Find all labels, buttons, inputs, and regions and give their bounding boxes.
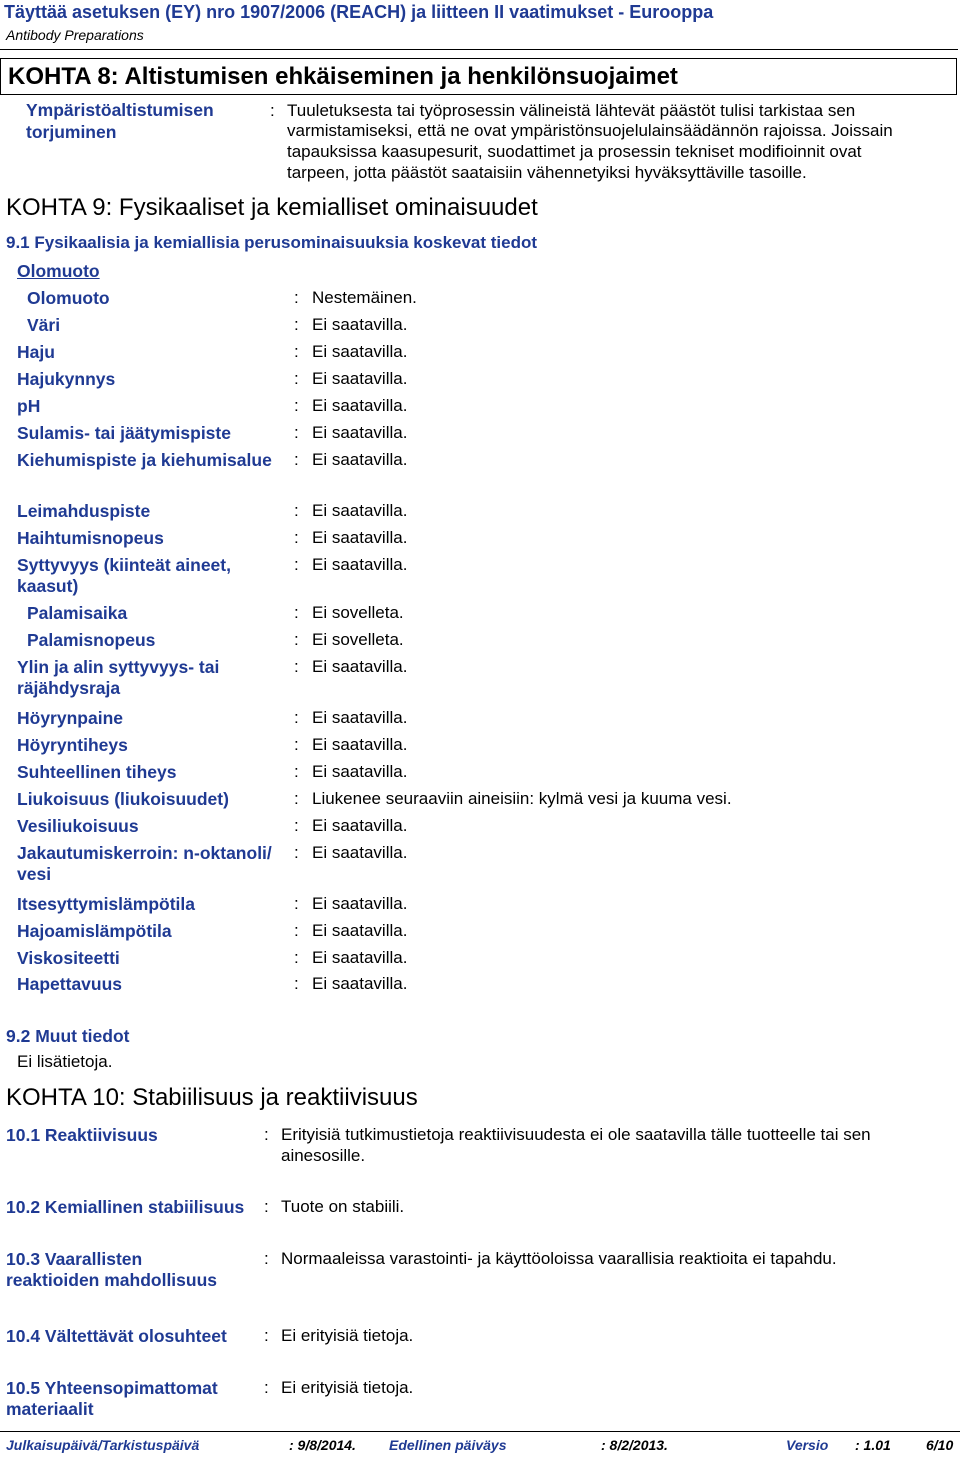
prop-value: Ei saatavilla. — [312, 762, 408, 781]
stability-colon: : — [264, 1197, 269, 1216]
prop-value: Ei saatavilla. — [312, 816, 408, 835]
prop-colon: : — [294, 315, 299, 334]
prop-colon: : — [294, 894, 299, 913]
reactivity-label: 10.1 Reaktiivisuus — [6, 1125, 158, 1145]
footer-issue-label: Julkaisupäivä/Tarkistuspäivä — [6, 1437, 200, 1453]
prop-colon: : — [294, 288, 299, 307]
section8-title: KOHTA 8: Altistumisen ehkäiseminen ja henkilönsuojaimet — [8, 63, 678, 90]
prop-label: Hapettavuus — [17, 974, 123, 994]
prop-colon: : — [294, 555, 299, 574]
env-exposure-text-3: tapauksissa kaasupesurit, suodattimet ja prosessin tekniset modifioinnit ovat — [287, 142, 862, 161]
prop-value: Liukenee seuraaviin aineisiin: kylmä vesi ja kuuma vesi. — [312, 789, 732, 808]
section10-title: KOHTA 10: Stabiilisuus ja reaktiivisuus — [6, 1084, 418, 1111]
prop-value: Ei saatavilla. — [312, 369, 408, 388]
prop-colon: : — [294, 396, 299, 415]
footer-issue-value: : 9/8/2014. — [289, 1437, 356, 1453]
prop-label: Haju — [17, 342, 55, 362]
prop-colon: : — [294, 789, 299, 808]
prop-colon: : — [294, 423, 299, 442]
reactivity-colon: : — [264, 1125, 269, 1144]
section9-title: KOHTA 9: Fysikaaliset ja kemialliset ominaisuudet — [6, 194, 538, 221]
prop-value: Ei sovelleta. — [312, 603, 404, 622]
prop-value: Ei saatavilla. — [312, 501, 408, 520]
olomuoto-heading: Olomuoto — [17, 261, 100, 281]
prop-label-cont: kaasut) — [17, 576, 79, 596]
prop-colon: : — [294, 843, 299, 862]
conditions-label: 10.4 Vältettävät olosuhteet — [6, 1326, 227, 1346]
prop-colon: : — [294, 816, 299, 835]
prop-label: Leimahduspiste — [17, 501, 151, 521]
env-exposure-colon: : — [270, 101, 275, 120]
stability-label: 10.2 Kemiallinen stabiilisuus — [6, 1197, 245, 1217]
prop-label: Väri — [27, 315, 61, 335]
prop-label: pH — [17, 396, 41, 416]
product-name: Antibody Preparations — [6, 27, 144, 43]
prop-value: Ei sovelleta. — [312, 630, 404, 649]
prop-value: Ei saatavilla. — [312, 657, 408, 676]
conditions-colon: : — [264, 1326, 269, 1345]
hazardous-reactions-value: Normaaleissa varastointi- ja käyttöoloissa vaarallisia reaktioita ei tapahdu. — [281, 1249, 837, 1268]
prop-label: Syttyvyys (kiinteät aineet, — [17, 555, 231, 575]
footer-version-value: : 1.01 — [855, 1437, 891, 1453]
hazardous-reactions-label-cont: reaktioiden mahdollisuus — [6, 1270, 218, 1290]
prop-colon: : — [294, 948, 299, 967]
incompatible-value: Ei erityisiä tietoja. — [281, 1378, 414, 1397]
prop-colon: : — [294, 762, 299, 781]
footer-prev-label: Edellinen päiväys — [389, 1437, 507, 1453]
env-exposure-label-1: Ympäristöaltistumisen — [26, 100, 214, 120]
incompatible-label: 10.5 Yhteensopimattomat — [6, 1378, 218, 1398]
prop-label: Höyrynpaine — [17, 708, 123, 728]
prop-label: Viskositeetti — [17, 948, 120, 968]
prop-value: Ei saatavilla. — [312, 315, 408, 334]
prop-colon: : — [294, 630, 299, 649]
incompatible-label-cont: materiaalit — [6, 1399, 94, 1419]
prop-colon: : — [294, 974, 299, 993]
prop-label: Palamisaika — [27, 603, 128, 623]
prop-label: Hajoamislämpötila — [17, 921, 172, 941]
prop-colon: : — [294, 369, 299, 388]
prop-colon: : — [294, 708, 299, 727]
prop-label: Vesiliukoisuus — [17, 816, 139, 836]
prop-label: Suhteellinen tiheys — [17, 762, 177, 782]
prop-label: Höyryntiheys — [17, 735, 128, 755]
document-title: Täyttää asetuksen (EY) nro 1907/2006 (REACH) ja liitteen II vaatimukset - Eurooppa — [4, 2, 714, 22]
prop-label: Jakautumiskerroin: n-oktanoli/ — [17, 843, 272, 863]
prop-label: Itsesyttymislämpötila — [17, 894, 195, 914]
stability-value: Tuote on stabiili. — [281, 1197, 405, 1216]
footer-divider — [0, 1431, 960, 1432]
env-exposure-label-2: torjuminen — [26, 122, 117, 142]
prop-label: Haihtumisnopeus — [17, 528, 164, 548]
incompatible-colon: : — [264, 1378, 269, 1397]
prop-value: Ei saatavilla. — [312, 708, 408, 727]
hazardous-reactions-label: 10.3 Vaarallisten — [6, 1249, 143, 1269]
prop-value: Ei saatavilla. — [312, 396, 408, 415]
prop-value: Ei saatavilla. — [312, 555, 408, 574]
conditions-value: Ei erityisiä tietoja. — [281, 1326, 414, 1345]
prop-colon: : — [294, 735, 299, 754]
prop-colon: : — [294, 450, 299, 469]
reactivity-value-cont: ainesosille. — [281, 1146, 366, 1165]
reactivity-value: Erityisiä tutkimustietoja reaktiivisuudesta ei ole saatavilla tälle tuotteelle tai sen — [281, 1125, 871, 1144]
prop-colon: : — [294, 603, 299, 622]
prop-value: Ei saatavilla. — [312, 948, 408, 967]
prop-value: Ei saatavilla. — [312, 423, 408, 442]
prop-value: Ei saatavilla. — [312, 974, 408, 993]
prop-value: Nestemäinen. — [312, 288, 417, 307]
section9-sub2-text: Ei lisätietoja. — [17, 1052, 113, 1071]
prop-label: Palamisnopeus — [27, 630, 156, 650]
prop-label: Hajukynnys — [17, 369, 116, 389]
prop-value: Ei saatavilla. — [312, 843, 408, 862]
env-exposure-text-2: varmistamiseksi, että ne ovat ympäristönsuojelulainsäädännön rajoissa. Joissain — [287, 121, 893, 140]
footer-prev-value: : 8/2/2013. — [601, 1437, 668, 1453]
hazardous-reactions-colon: : — [264, 1249, 269, 1268]
prop-value: Ei saatavilla. — [312, 735, 408, 754]
prop-colon: : — [294, 657, 299, 676]
header-divider — [0, 49, 958, 50]
prop-value: Ei saatavilla. — [312, 342, 408, 361]
prop-label: Ylin ja alin syttyvyys- tai — [17, 657, 220, 677]
prop-colon: : — [294, 921, 299, 940]
footer-page-number: 6/10 — [926, 1437, 954, 1453]
prop-label: Kiehumispiste ja kiehumisalue — [17, 450, 272, 470]
prop-colon: : — [294, 342, 299, 361]
prop-label-cont: räjähdysraja — [17, 678, 121, 698]
prop-label: Sulamis- tai jäätymispiste — [17, 423, 231, 443]
prop-colon: : — [294, 501, 299, 520]
env-exposure-text-4: tarpeen, jotta päästöt saataisiin vähennetyiksi hyväksyttäville tasoille. — [287, 163, 807, 182]
prop-label-cont: vesi — [17, 864, 52, 884]
prop-label: Olomuoto — [27, 288, 110, 308]
footer-version-label: Versio — [786, 1437, 829, 1453]
env-exposure-text-1: Tuuletuksesta tai työprosessin välineistä lähtevät päästöt tulisi tarkistaa sen — [287, 101, 856, 120]
section9-sub1: 9.1 Fysikaalisia ja kemiallisia perusominaisuuksia koskevat tiedot — [6, 233, 538, 252]
prop-value: Ei saatavilla. — [312, 894, 408, 913]
section9-sub2: 9.2 Muut tiedot — [6, 1026, 130, 1046]
prop-value: Ei saatavilla. — [312, 450, 408, 469]
prop-value: Ei saatavilla. — [312, 921, 408, 940]
prop-value: Ei saatavilla. — [312, 528, 408, 547]
prop-colon: : — [294, 528, 299, 547]
prop-label: Liukoisuus (liukoisuudet) — [17, 789, 229, 809]
